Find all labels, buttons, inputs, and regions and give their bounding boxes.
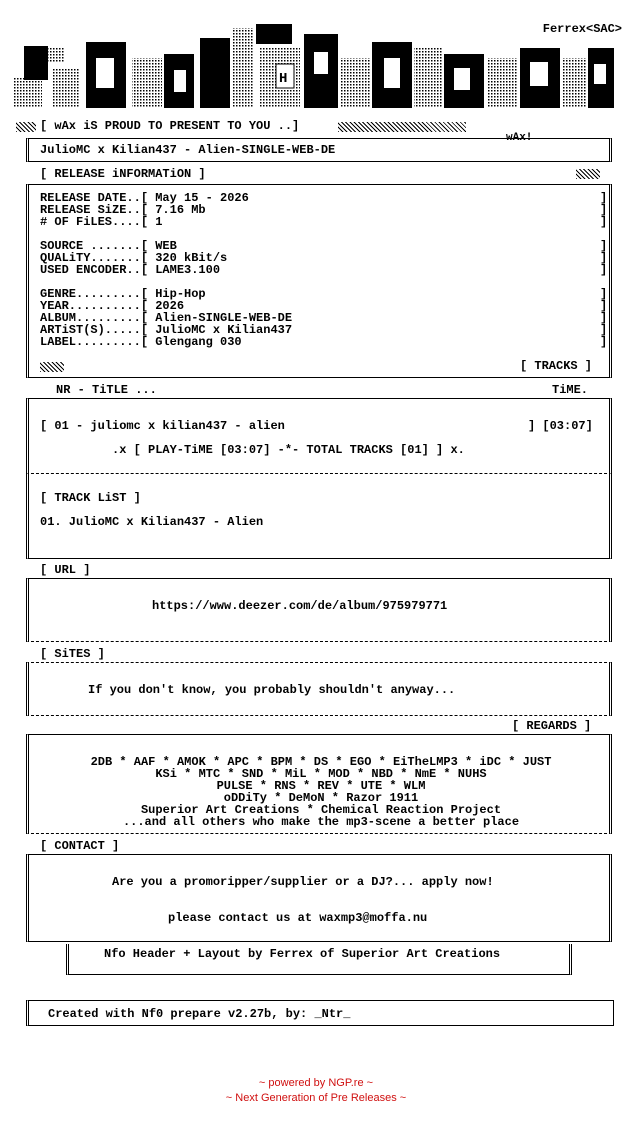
release-info-row: RELEASE SiZE..[ 7.16 Mb [40, 203, 206, 217]
release-info-row-end: ] [600, 215, 608, 229]
contact-line-2: please contact us at waxmp3@moffa.nu [168, 911, 428, 925]
tracklist-heading: [ TRACK LiST ] [40, 491, 141, 505]
regards-line: ...and all others who make the mp3-scene a better place [122, 815, 520, 829]
svg-text:H: H [279, 71, 288, 87]
footer-powered-by: ~ powered by NGP.re ~ [258, 1077, 374, 1089]
contact-heading: [ CONTACT ] [40, 839, 120, 853]
ascii-art-wax-logo-icon [14, 18, 614, 118]
sites-text: If you don't know, you probably shouldn't anyway... [88, 683, 456, 697]
release-info-row: ARTiST(S).....[ JulioMC x Kilian437 [40, 323, 293, 337]
release-info-row-end: ] [600, 287, 608, 301]
url-heading: [ URL ] [40, 563, 91, 577]
release-info-row-end: ] [600, 311, 608, 325]
release-info-row: ALBUM.........[ Alien-SINGLE-WEB-DE [40, 311, 293, 325]
tracks-label: [ TRACKS ] [520, 359, 593, 373]
release-info-row-end: ] [600, 263, 608, 277]
release-info-row-end: ] [600, 191, 608, 205]
playtime-line: .x [ PLAY-TiME [03:07] -*- TOTAL TRACKS [01] ] x. [112, 443, 465, 457]
regards-line: 2DB * AAF * AMOK * APC * BPM * DS * EGO * EiTheLMP3 * iDC * JUST [90, 755, 552, 769]
regards-line: KSi * MTC * SND * MiL * MOD * NBD * NmE * NUHS [155, 767, 487, 781]
sites-heading: [ SiTES ] [40, 647, 105, 661]
column-nr-title: NR - TiTLE ... [56, 383, 157, 397]
release-info-row-end: ] [600, 203, 608, 217]
regards-line: PULSE * RNS * REV * UTE * WLM [216, 779, 426, 793]
release-info-row: GENRE.........[ Hip-Hop [40, 287, 206, 301]
release-title: JulioMC x Kilian437 - Alien-SINGLE-WEB-DE [40, 143, 336, 157]
release-info-row: RELEASE DATE..[ May 15 - 2026 [40, 191, 249, 205]
regards-line: oDDiTy * DeMoN * Razor 1911 [223, 791, 419, 805]
layout-credit: Nfo Header + Layout by Ferrex of Superior Art Creations [104, 947, 501, 961]
created-with: Created with Nf0 prepare v2.27b, by: _Ntr_ [48, 1007, 351, 1021]
footer-tagline: ~ Next Generation of Pre Releases ~ [225, 1092, 407, 1104]
track-time: ] [03:07] [528, 419, 593, 433]
column-time: TiME. [552, 383, 589, 397]
release-info-row-end: ] [600, 323, 608, 337]
track-line: [ 01 - juliomc x kilian437 - alien [40, 419, 285, 433]
wax-tag: wAx! [506, 132, 533, 144]
release-info-heading: [ RELEASE iNFORMATiON ] [40, 167, 206, 181]
tracks-box [26, 398, 612, 474]
release-info-row: YEAR..........[ 2026 [40, 299, 185, 313]
release-info-row-end: ] [600, 335, 608, 349]
regards-line: Superior Art Creations * Chemical Reaction Project [140, 803, 502, 817]
contact-line-1: Are you a promoripper/supplier or a DJ?... apply now! [112, 875, 494, 889]
regards-heading: [ REGARDS ] [512, 719, 592, 733]
proud-line: [ wAx iS PROUD TO PRESENT TO YOU ..] [40, 119, 300, 133]
release-info-row-end: ] [600, 251, 608, 265]
release-info-row: USED ENCODER..[ LAME3.100 [40, 263, 221, 277]
header-credit: Ferrex<SAC> [542, 22, 622, 36]
url-link[interactable]: https://www.deezer.com/de/album/975979771 [152, 599, 448, 613]
release-info-row: SOURCE .......[ WEB [40, 239, 177, 253]
contact-box [26, 854, 612, 942]
release-info-row: # OF FiLES....[ 1 [40, 215, 163, 229]
release-info-row: LABEL.........[ Glengang 030 [40, 335, 242, 349]
release-info-row: QUALiTY.......[ 320 kBit/s [40, 251, 228, 265]
release-info-row-end: ] [600, 239, 608, 253]
tracklist-item: 01. JulioMC x Kilian437 - Alien [40, 515, 264, 529]
release-info-row-end: ] [600, 299, 608, 313]
